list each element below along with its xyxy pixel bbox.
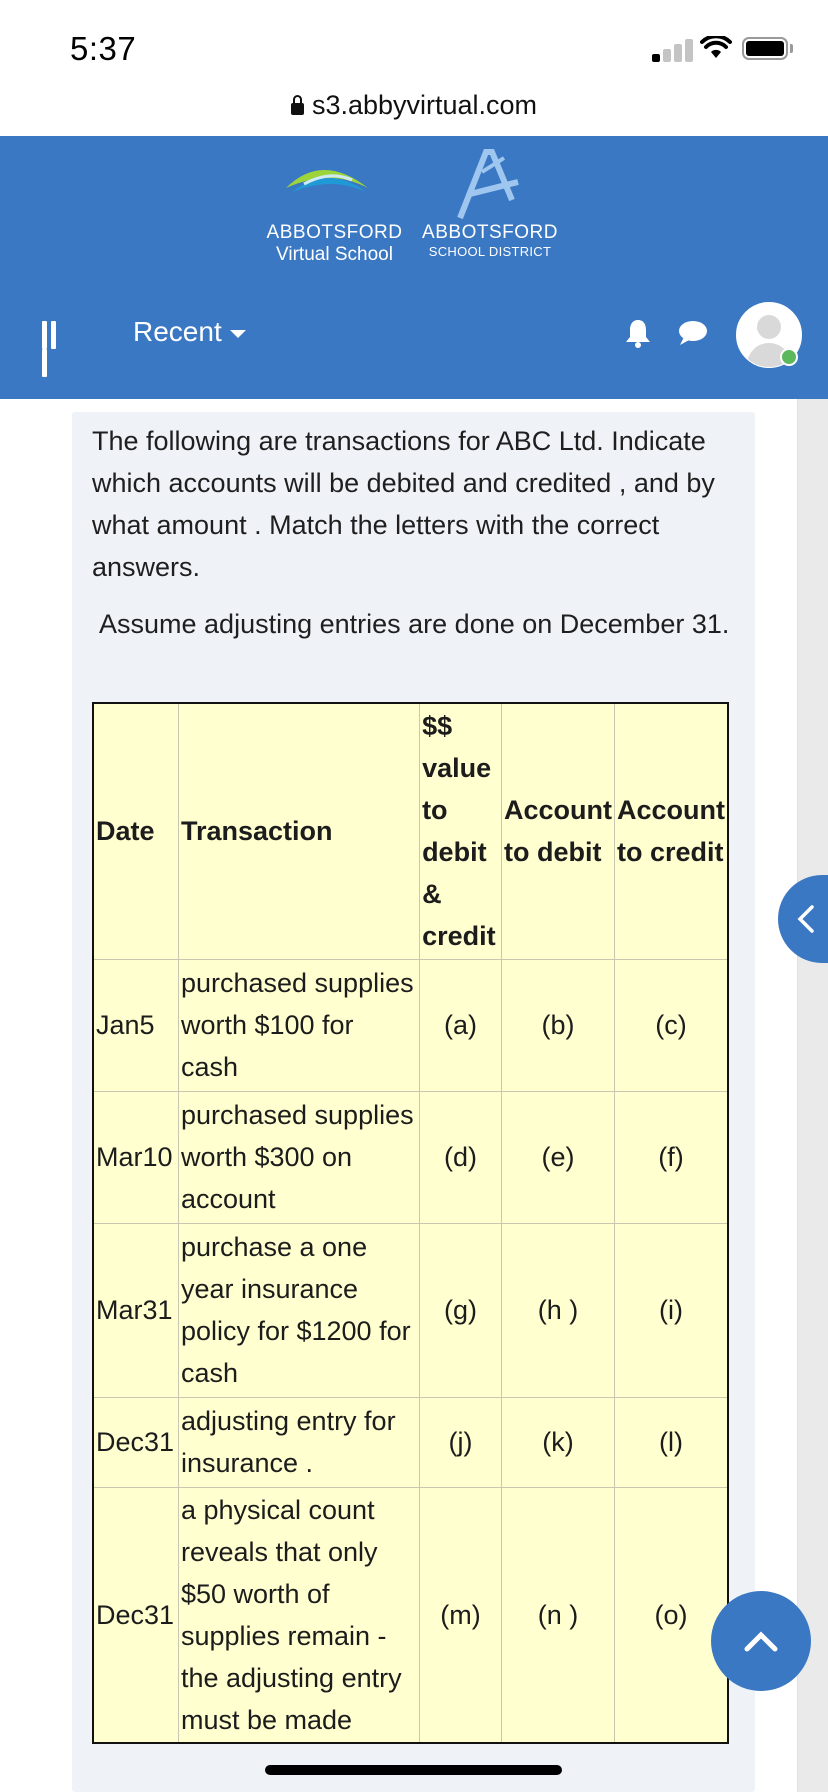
cellular-signal-icon <box>652 38 694 62</box>
row-account-credit: (i) <box>614 1223 728 1397</box>
logo-abbotsford-school-district[interactable] <box>420 222 560 259</box>
row-value: (d) <box>420 1091 502 1223</box>
battery-icon <box>742 37 788 60</box>
menu-icon[interactable] <box>42 321 67 377</box>
row-date: Jan5 <box>93 959 178 1091</box>
bell-icon[interactable] <box>624 318 652 348</box>
table-row <box>93 1397 728 1487</box>
row-value: (j) <box>420 1397 502 1487</box>
wifi-icon <box>700 36 732 60</box>
logo-left-line2: Virtual School <box>276 244 393 265</box>
row-account-debit: (b) <box>501 959 614 1091</box>
table-row <box>93 1091 728 1223</box>
table-row <box>93 1223 728 1397</box>
row-value: (m) <box>420 1487 502 1743</box>
row-value: (g) <box>420 1223 502 1397</box>
row-transaction: purchased supplies worth $100 for cash <box>178 959 419 1091</box>
header-date: Date <box>93 703 178 959</box>
site-header <box>0 136 828 399</box>
row-transaction: adjusting entry for insurance . <box>178 1397 419 1487</box>
row-date: Mar31 <box>93 1223 178 1397</box>
status-time: 5:37 <box>70 30 137 67</box>
row-date: Mar10 <box>93 1091 178 1223</box>
table-header-row <box>93 703 728 959</box>
row-account-debit: (e) <box>501 1091 614 1223</box>
header-account-debit: Account to debit <box>501 703 614 959</box>
logo-left-line1: ABBOTSFORD <box>266 222 403 243</box>
transactions-table <box>92 702 729 1744</box>
header-account-credit: Account to credit <box>614 703 728 959</box>
lock-icon <box>291 103 304 115</box>
row-transaction: purchase a one year insurance policy for $1200 for cash <box>178 1223 419 1397</box>
url-text: s3.abbyvirtual.com <box>311 90 538 120</box>
chat-icon[interactable] <box>678 320 708 346</box>
row-account-credit: (c) <box>614 959 728 1091</box>
row-date: Dec31 <box>93 1397 178 1487</box>
asd-a-logo <box>452 148 528 224</box>
caret-down-icon <box>230 330 246 338</box>
table-row <box>93 959 728 1091</box>
avs-swoosh-logo <box>282 158 374 196</box>
row-transaction: purchased supplies worth $300 on account <box>178 1091 419 1223</box>
question-intro: The following are transactions for ABC Ltd. Indicate which accounts will be debited and credited , and by what amount . Match the letters with the correct answers. <box>92 426 715 582</box>
row-value: (a) <box>420 959 502 1091</box>
recent-label: Recent <box>133 316 222 347</box>
logo-abbotsford-virtual-school[interactable] <box>262 222 407 266</box>
row-account-credit: (f) <box>614 1091 728 1223</box>
online-status-icon <box>780 348 798 366</box>
row-account-debit: (h ) <box>501 1223 614 1397</box>
browser-url-bar[interactable] <box>0 90 828 136</box>
table-row <box>93 1487 728 1743</box>
scroll-to-top-button[interactable] <box>711 1591 811 1691</box>
logo-right-line2: SCHOOL DISTRICT <box>428 244 552 259</box>
row-transaction: a physical count reveals that only $50 worth of supplies remain - the adjusting entry must be made <box>178 1487 419 1743</box>
row-account-debit: (k) <box>501 1397 614 1487</box>
home-indicator[interactable] <box>265 1765 562 1775</box>
status-bar <box>0 0 828 90</box>
header-transaction: Transaction <box>178 703 419 959</box>
row-account-credit: (o) <box>614 1487 728 1743</box>
question-assumption: Assume adjusting entries are done on December 31. <box>99 609 730 639</box>
row-account-debit: (n ) <box>501 1487 614 1743</box>
chevron-up-icon <box>744 1630 778 1652</box>
battery-tip <box>790 44 793 53</box>
row-date: Dec31 <box>93 1487 178 1743</box>
recent-dropdown[interactable] <box>133 316 246 348</box>
chevron-left-icon <box>796 904 816 934</box>
logo-right-line1: ABBOTSFORD <box>422 222 558 243</box>
row-account-credit: (l) <box>614 1397 728 1487</box>
header-value: $$ value to debit & credit <box>420 703 502 959</box>
